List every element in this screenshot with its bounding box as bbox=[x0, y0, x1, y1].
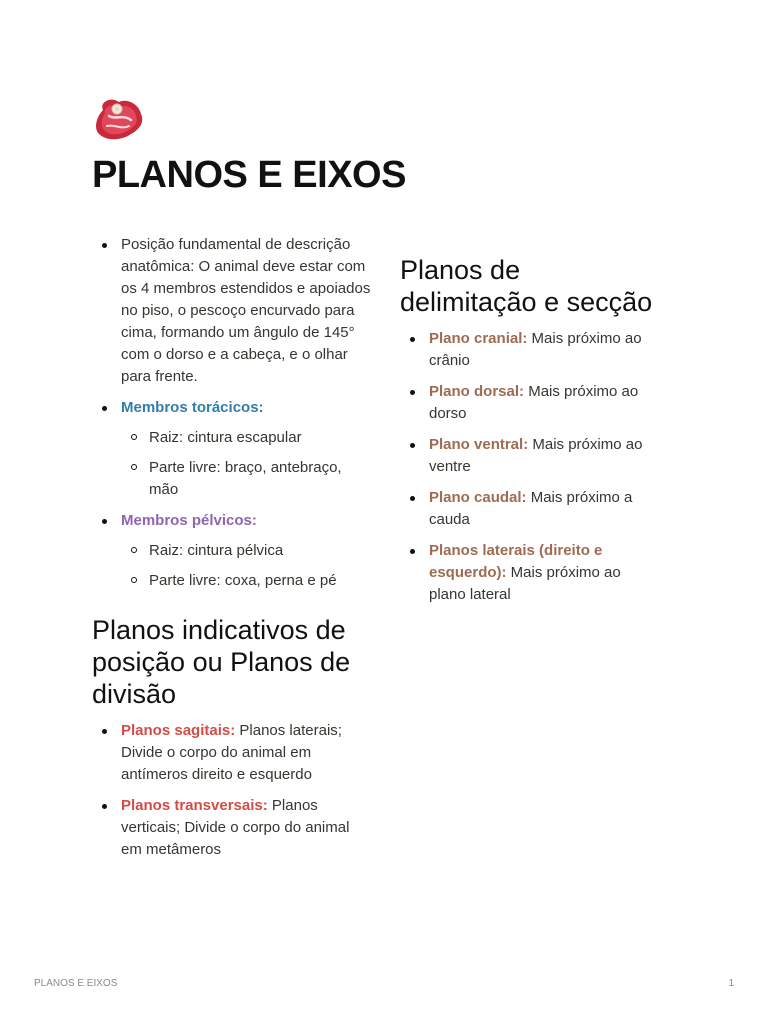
keyword-label: Planos sagitais: bbox=[121, 722, 236, 739]
list-item bbox=[400, 540, 660, 606]
list-item bbox=[92, 795, 374, 861]
page-title: PLANOS E EIXOS bbox=[92, 154, 406, 196]
keyword-label: Planos transversais: bbox=[121, 797, 268, 814]
item-text: Mais próximo ao plano lateral bbox=[429, 564, 621, 603]
keyword-label: Planos laterais (direito e esquerdo): bbox=[429, 542, 603, 581]
sublist-item: Raiz: cintura pélvica bbox=[121, 540, 374, 562]
keyword-label: Plano caudal: bbox=[429, 489, 527, 506]
keyword-label: Membros pélvicos: bbox=[121, 512, 257, 529]
item-text: Mais próximo a cauda bbox=[429, 489, 633, 528]
footer-title: PLANOS E EIXOS bbox=[34, 978, 118, 989]
keyword-label: Membros torácicos: bbox=[121, 399, 264, 416]
list-item bbox=[92, 510, 374, 592]
left-column bbox=[92, 234, 374, 870]
list-item bbox=[92, 397, 374, 501]
list-item bbox=[92, 234, 374, 388]
sublist bbox=[121, 540, 374, 592]
item-text: Mais próximo ao crânio bbox=[429, 330, 642, 369]
page-number: 1 bbox=[728, 978, 734, 989]
item-text: Planos verticais; Divide o corpo do animal em metâmeros bbox=[121, 797, 350, 858]
right-column bbox=[400, 254, 660, 615]
list-item bbox=[400, 434, 660, 478]
section-heading: Planos de delimitação e secção bbox=[400, 255, 653, 317]
item-text: Mais próximo ao ventre bbox=[429, 436, 643, 475]
intro-list bbox=[92, 234, 374, 592]
item-text: Planos laterais; Divide o corpo do animal em antímeros direito e esquerdo bbox=[121, 722, 342, 783]
list-item bbox=[92, 720, 374, 786]
section-heading: Planos indicativos de posição ou Planos de divisão bbox=[92, 615, 351, 709]
list-item bbox=[400, 487, 660, 531]
item-text: Mais próximo ao dorso bbox=[429, 383, 639, 422]
keyword-label: Plano dorsal: bbox=[429, 383, 525, 400]
delimitation-planes-list bbox=[400, 328, 660, 606]
keyword-label: Plano ventral: bbox=[429, 436, 529, 453]
sublist-item: Parte livre: braço, antebraço, mão bbox=[121, 457, 374, 501]
division-planes-list bbox=[92, 720, 374, 861]
list-item bbox=[400, 328, 660, 372]
sublist bbox=[121, 427, 374, 501]
raw-meat-emoji-icon bbox=[93, 96, 147, 144]
sublist-item: Raiz: cintura escapular bbox=[121, 427, 374, 449]
list-item bbox=[400, 381, 660, 425]
item-text: Posição fundamental de descrição anatômica: O animal deve estar com os 4 membros estendidos e apoiados no piso, o pescoço encurvado para cima, formando um ângulo de 145° com o dorso e a cabeça, e o olhar para frente. bbox=[121, 236, 371, 385]
keyword-label: Plano cranial: bbox=[429, 330, 528, 347]
sublist-item: Parte livre: coxa, perna e pé bbox=[121, 570, 374, 592]
